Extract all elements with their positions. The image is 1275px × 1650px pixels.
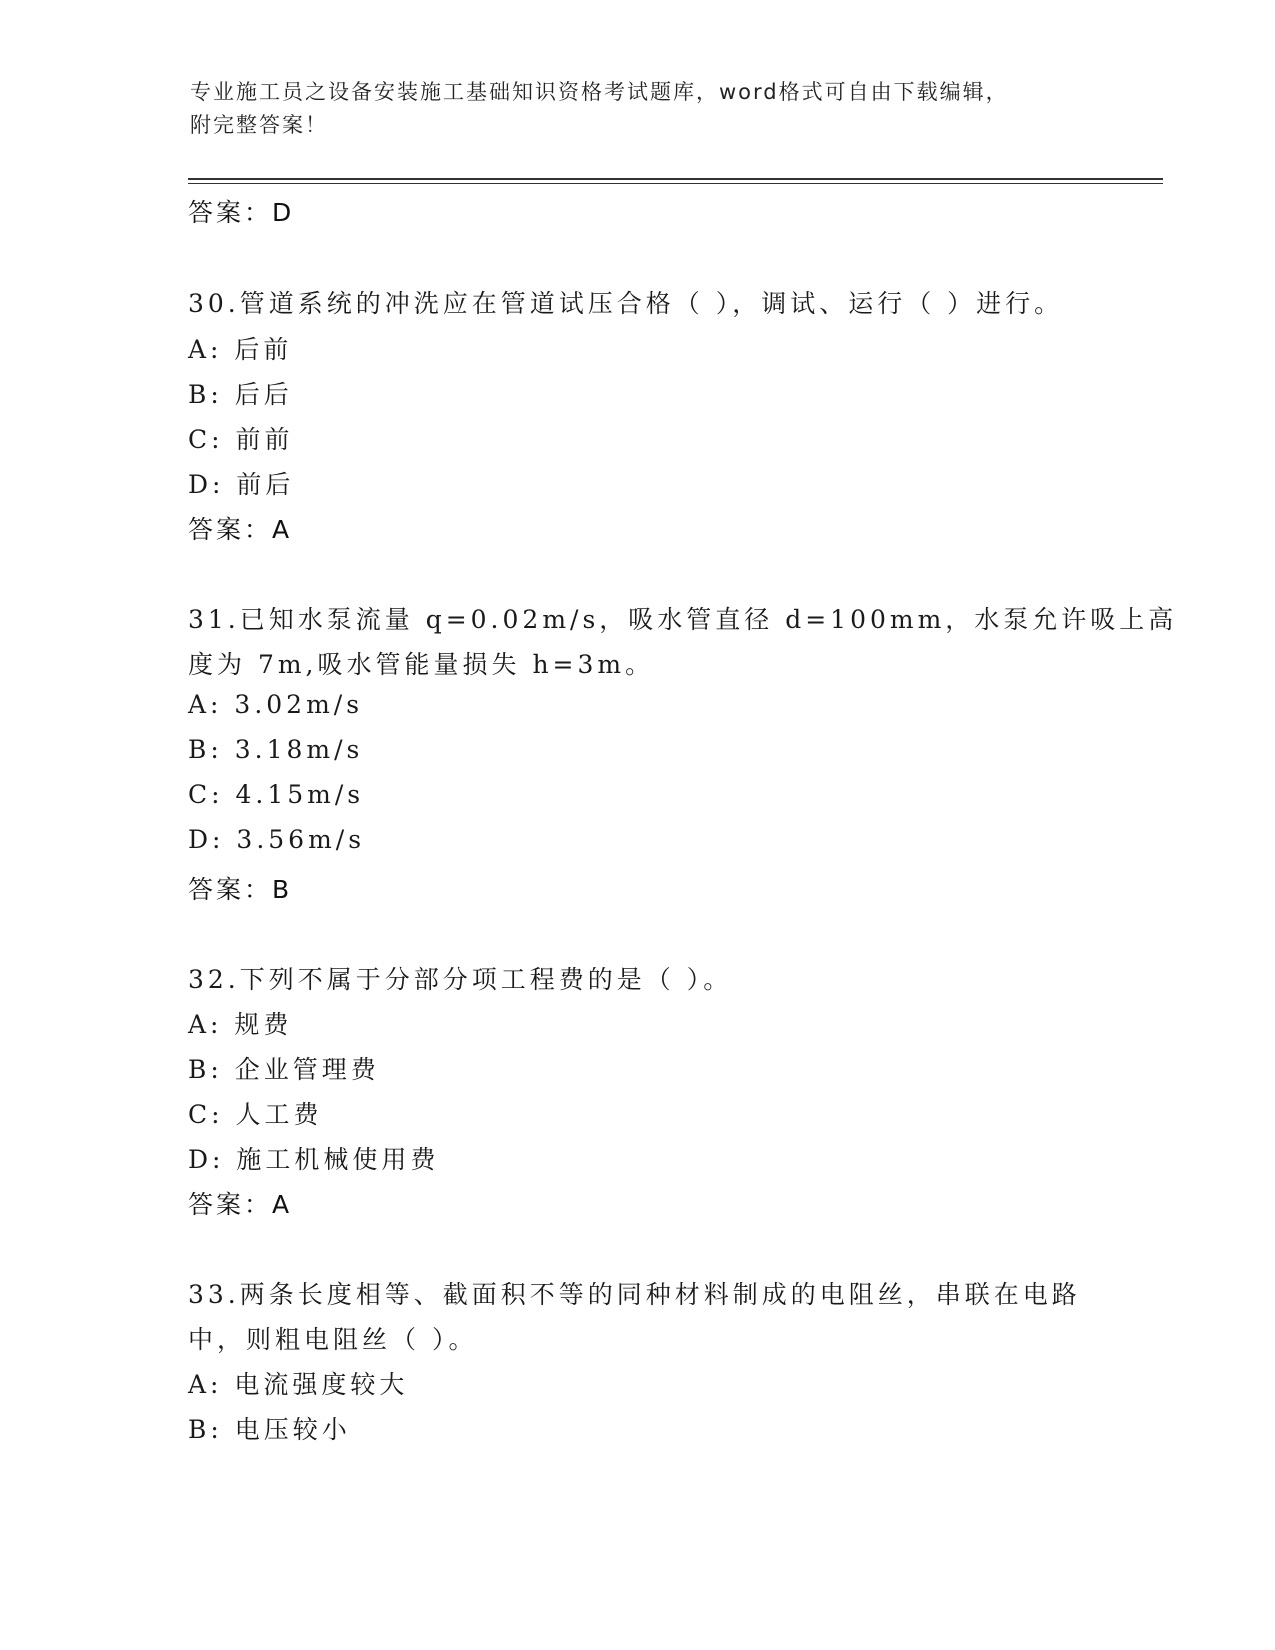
answer-31: 答案：B xyxy=(188,875,293,904)
question-32-option-c: C: 人工费 xyxy=(188,1100,323,1129)
answer-29: 答案：D xyxy=(188,198,295,227)
question-30-option-d: D: 前后 xyxy=(188,470,295,499)
question-33-stem-line-2: 中，则粗电阻丝（ ）。 xyxy=(188,1325,478,1354)
question-31-stem-line-1: 31.已知水泵流量 q=0.02m/s，吸水管直径 d=100mm，水泵允许吸上高 xyxy=(188,605,1178,634)
header-line-1: 专业施工员之设备安装施工基础知识资格考试题库，word格式可自由下载编辑， xyxy=(190,80,1009,104)
question-30-stem: 30.管道系统的冲洗应在管道试压合格（ ），调试、运行（ ）进行。 xyxy=(188,289,1064,318)
question-33-option-b: B: 电压较小 xyxy=(188,1415,351,1444)
question-32-option-d: D: 施工机械使用费 xyxy=(188,1145,440,1174)
question-30-option-b: B: 后后 xyxy=(188,380,293,409)
question-31-option-a: A: 3.02m/s xyxy=(188,690,364,719)
question-32-stem: 32.下列不属于分部分项工程费的是（ ）。 xyxy=(188,965,733,994)
question-31-option-b: B: 3.18m/s xyxy=(188,735,364,764)
answer-30: 答案：A xyxy=(188,515,293,544)
question-30-option-a: A: 后前 xyxy=(188,335,293,364)
document-header xyxy=(190,76,1090,142)
question-32-option-a: A: 规费 xyxy=(188,1010,293,1039)
answer-32: 答案：A xyxy=(188,1190,293,1219)
header-rule-thick xyxy=(188,178,1163,180)
question-33-option-a: A: 电流强度较大 xyxy=(188,1370,409,1399)
question-31-option-c: C: 4.15m/s xyxy=(188,780,365,809)
header-rule-thin xyxy=(188,183,1163,184)
question-31-stem-line-2: 度为 7m,吸水管能量损失 h=3m。 xyxy=(188,650,655,679)
question-32-option-b: B: 企业管理费 xyxy=(188,1055,380,1084)
header-line-2: 附完整答案！ xyxy=(190,113,328,137)
question-30-option-c: C: 前前 xyxy=(188,425,294,454)
question-33-stem-line-1: 33.两条长度相等、截面积不等的同种材料制成的电阻丝，串联在电路 xyxy=(188,1280,1081,1309)
question-31-option-d: D: 3.56m/s xyxy=(188,825,366,854)
